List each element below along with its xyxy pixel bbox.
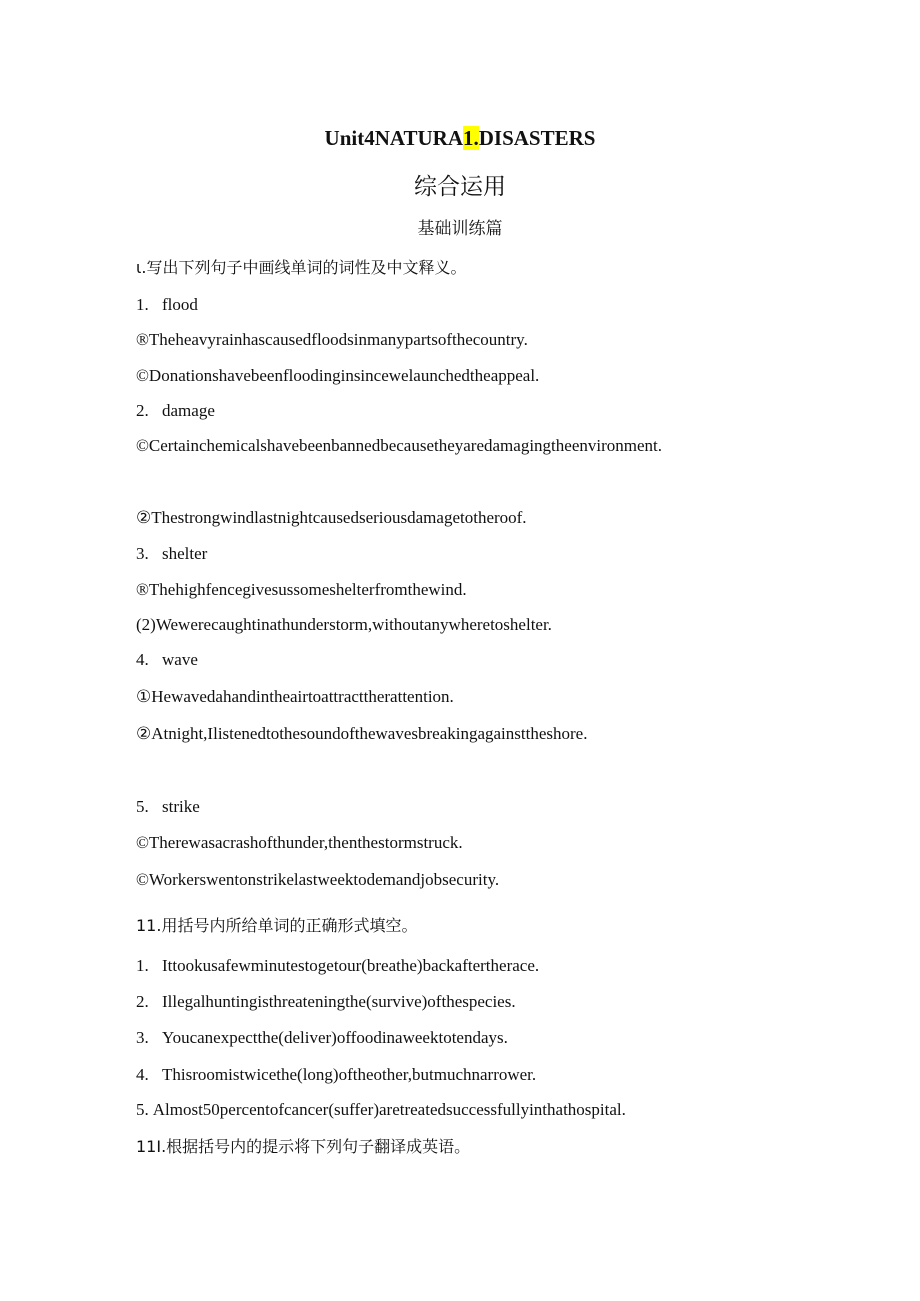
example-sentence: ©Workerswentonstrikelastweektodemandjobsecurity. [136,870,500,889]
item-word: flood [162,295,198,314]
item-number: 2. [136,401,149,420]
item-number: 3. [136,544,149,563]
exercise-number: 4. [136,1065,149,1084]
exercise-text: Youcanexpectthe(deliver)offoodinaweektotendays. [162,1028,508,1047]
example-sentence: ©Therewasacrashofthunder,thenthestormstruck. [136,833,463,852]
item-number: 1. [136,295,149,314]
item-word: shelter [162,544,208,563]
example-sentence: (2)Wewerecaughtinathunderstorm,withoutanywheretoshelter. [136,615,552,634]
exercise-item [136,1100,626,1120]
page-title [0,125,920,151]
item-heading [136,797,200,817]
item-heading [136,295,198,315]
example-sentence: ©Donationshavebeenfloodinginsincewelaunchedtheappeal. [136,366,540,385]
example-sentence: ①Hewavedahandintheairtoattracttherattention. [136,687,454,706]
title-text-part2: DISASTERS [478,126,596,150]
title-text-part1: Unit4NATURA [324,126,463,150]
exercise-number: 3. [136,1028,149,1047]
exercise-number: 1. [136,956,149,975]
level-label: 基础训练篇 [417,219,503,239]
item-word: wave [162,650,198,669]
exercise-item [136,992,516,1012]
item-number: 4. [136,650,149,669]
exercise-item [136,1065,536,1085]
example-sentence: ②Atnight,Ilistenedtothesoundofthewavesbreakingagainsttheshore. [136,724,588,743]
item-number: 5. [136,797,149,816]
section3-heading: 11I.根据括号内的提示将下列句子翻译成英语。 [136,1137,471,1156]
exercise-item [136,1028,508,1048]
exercise-number: 5. [136,1100,149,1119]
section1-heading: ι.写出下列句子中画线单词的词性及中文释义。 [136,258,467,277]
example-sentence: ②Thestrongwindlastnightcausedseriousdamagetotheroof. [136,508,527,527]
title-highlight: 1. [462,126,479,150]
page-subtitle: 综合运用 [414,174,506,200]
exercise-item [136,956,539,976]
exercise-text: Ittookusafewminutestogetour(breathe)backaftertherace. [162,956,540,975]
example-sentence: ®Thehighfencegivesussomeshelterfromthewind. [136,580,467,599]
item-word: damage [162,401,215,420]
item-heading [136,401,215,421]
example-sentence: ©Certainchemicalshavebeenbannedbecausetheyaredamagingtheenvironment. [136,436,662,455]
item-heading [136,544,207,564]
exercise-text: Almost50percentofcancer(suffer)aretreatedsuccessfullyinthathospital. [152,1100,626,1119]
exercise-text: Thisroomistwicethe(long)oftheother,butmuchnarrower. [162,1065,537,1084]
section2-heading: 11.用括号内所给单词的正确形式填空。 [136,916,418,935]
item-word: strike [162,797,200,816]
exercise-text: Illegalhuntingisthreateningthe(survive)ofthespecies. [162,992,516,1011]
example-sentence: ®Theheavyrainhascausedfloodsinmanypartsofthecountry. [136,330,528,349]
item-heading [136,650,198,670]
exercise-number: 2. [136,992,149,1011]
